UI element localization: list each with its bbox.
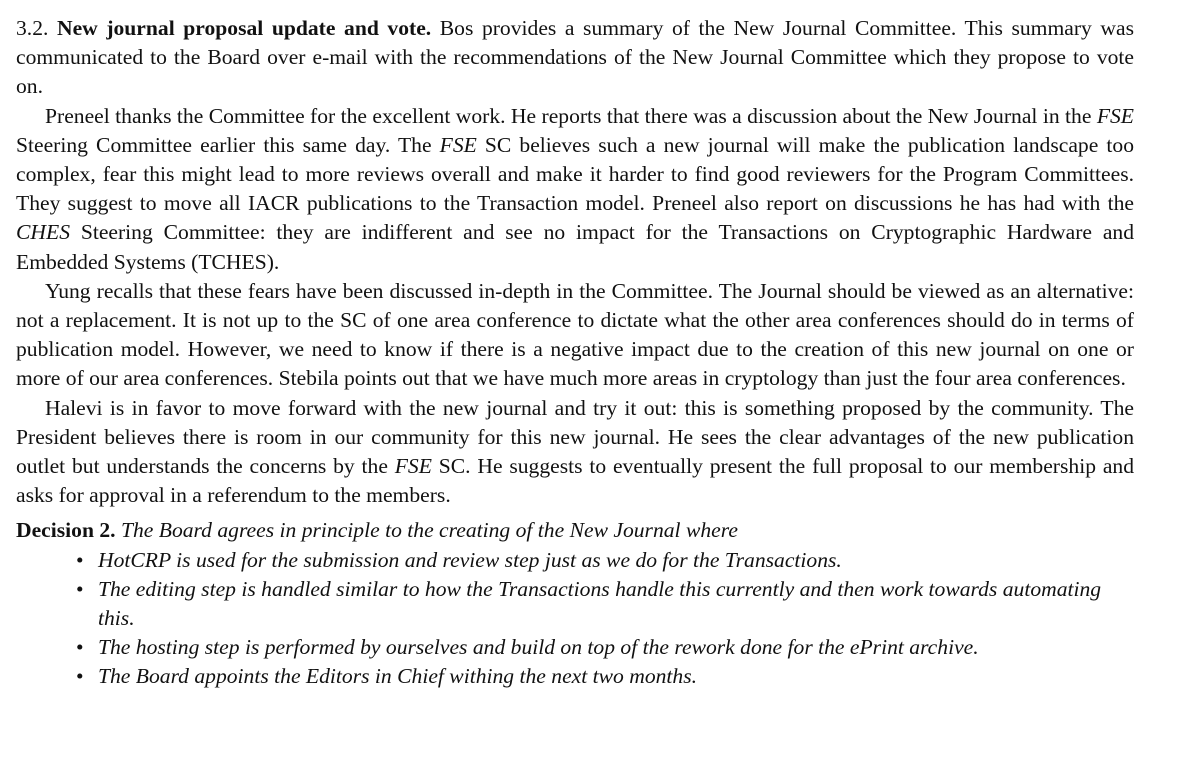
list-item-text: The hosting step is performed by ourselves and build on top of the rework done for the ePrint archive. — [98, 635, 979, 660]
text-run: Halevi is in favor to move forward with the new journal and try it out: this is something proposed by the community. The President believes there is room in our community for this new journal. He sees the clear advantages of the new publication outlet but understands the concerns by the — [16, 395, 1134, 479]
paragraph-yung: Yung recalls that these fears have been discussed in-depth in the Committee. The Journal should be viewed as an alternative: not a replacement. It is not up to the SC of one area conference to dictate what the other area conferences should do in terms of publication model. However, we need to know if there is a negative impact due to the creation of this new journal on one or more of our area conferences. Stebila points out that we have much more areas in cryptology than just the four area conferences. — [16, 278, 1134, 391]
list-item — [16, 633, 1134, 662]
text-run: Steering Committee earlier this same day. The — [16, 132, 440, 157]
list-item-text: The Board appoints the Editors in Chief withing the next two months. — [98, 664, 698, 689]
text-run: SC. He suggests to eventually present the full proposal to our membership and asks for approval in a referendum to the members. — [16, 454, 1134, 508]
bullet-icon: • — [76, 576, 84, 601]
emphasis-fse: FSE — [439, 132, 477, 157]
section-title: New journal proposal update and vote. — [56, 16, 432, 40]
bullet-icon: • — [76, 664, 84, 689]
text-run: Steering Committee: they are indifferent and see no impact for the Transactions on Cryptographic Hardware and Embedded Systems (TCHES). — [16, 220, 1134, 274]
emphasis-fse: FSE — [1096, 103, 1134, 128]
document-page — [16, 14, 1134, 692]
list-item — [16, 575, 1134, 633]
decision-list — [16, 546, 1134, 692]
list-item — [16, 546, 1134, 575]
decision-text: The Board agrees in principle to the creating of the New Journal where — [120, 518, 738, 543]
paragraph-preneel — [16, 102, 1134, 277]
paragraph-halevi — [16, 394, 1134, 511]
section-number: 3.2. — [16, 16, 49, 40]
text-run: SC believes such a new journal will make the publication landscape too complex, fear this might lead to more reviews overall and make it harder to find good reviewers for the Program Committees. They suggest to move all IACR publications to the Transaction model. Preneel also report on discussions he has had with the — [16, 132, 1134, 216]
list-item-text: HotCRP is used for the submission and review step just as we do for the Transactions. — [98, 547, 842, 572]
emphasis-ches: CHES — [16, 220, 70, 245]
section-paragraph — [16, 14, 1134, 102]
list-item — [16, 662, 1134, 691]
bullet-icon: • — [76, 635, 84, 660]
decision-block — [16, 516, 1134, 691]
text-run: Preneel thanks the Committee for the excellent work. He reports that there was a discussion about the New Journal in the — [45, 103, 1097, 128]
section-intro: Bos provides a summary of the New Journal Committee. This summary was communicated to the Board over e-mail with the recommendations of the New Journal Committee which they propose to vote on. — [16, 16, 1134, 99]
decision-heading — [16, 516, 1134, 545]
bullet-icon: • — [76, 547, 84, 572]
emphasis-fse: FSE — [394, 454, 432, 479]
list-item-text: The editing step is handled similar to how the Transactions handle this currently and then work towards automating this. — [98, 576, 1102, 631]
decision-label: Decision 2. — [16, 518, 116, 543]
